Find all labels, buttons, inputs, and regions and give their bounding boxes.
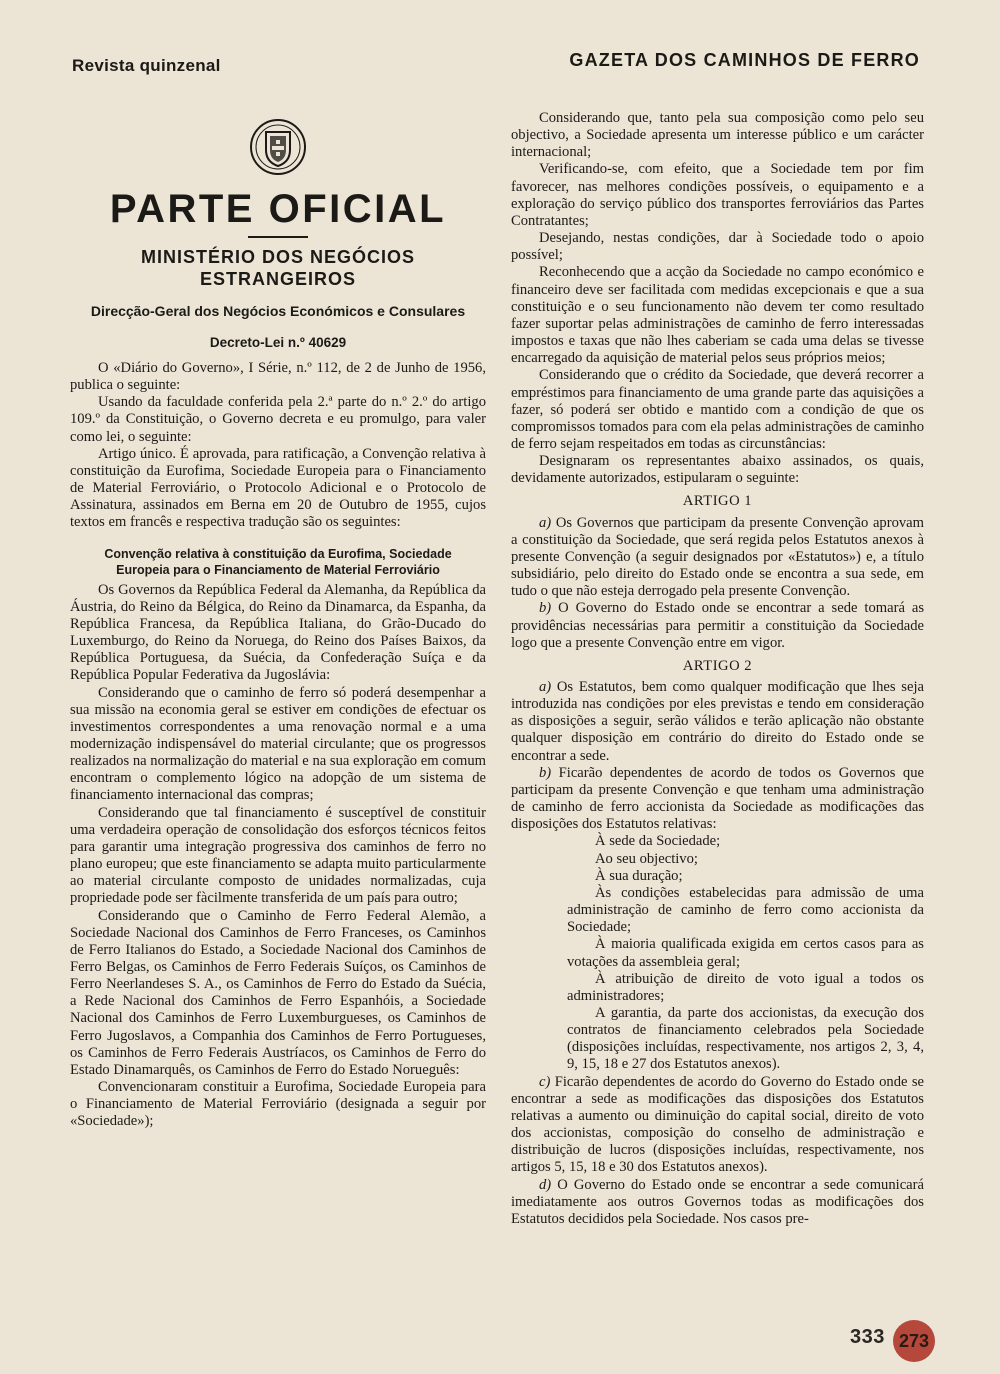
clause-text: Ficarão dependentes de acordo de todos os Governos que participam da presente Convenção e que tenham uma administração de caminho de ferro accionista da Sociedade as modificações das disposições dos Estatutos relativas: — [511, 764, 924, 833]
artigo-clause — [511, 600, 924, 651]
decreto-heading: Decreto-Lei n.º 40629 — [209, 335, 347, 350]
list-item: Ao seu objectivo; — [595, 850, 698, 867]
clause-text: Ficarão dependentes de acordo do Governo do Estado onde se encontrar a sede as modificações das disposições dos Estatutos relativas a aumento ou diminuição do capital social, direito de voto dos accionistas, composição do conselho de administração e distribuição de lucros (disposições incluídas, respectivamente, nos artigos 5, 15, 18 e 30 dos Estatutos anexos). — [511, 1073, 925, 1176]
page-stamp — [893, 1320, 935, 1362]
body-paragraph: Considerando que o caminho de ferro só poderá desempenhar a sua missão na economia geral se estiver em condições de efectuar os investimentos correspondentes a uma renovação normal e a uma modernização indispensável do material circulante; que os progressos realizados na normalização do material e na sua exploração em comum encontram o complemento lógico na adopção de um sistema de financiamento internacional das compras; — [70, 684, 486, 804]
clause-text: Os Governos que participam da presente Convenção aprovam a constituição da Sociedade, que será regida pelos Estatutos anexos à presente Convenção (a seguir designados por «Estatutos») e, a título subsidiário, pelo direito do Estado onde se encontra a sua sede, em tudo o que não esteja derrogado pela presente Convenção. — [511, 514, 924, 600]
page-title: PARTE OFICIAL — [109, 187, 447, 231]
list-item: À sua duração; — [595, 867, 683, 884]
title-rule — [248, 236, 308, 238]
artigo-clause — [511, 765, 924, 834]
coat-of-arms-icon — [248, 116, 308, 178]
clause-letter: b) — [539, 600, 552, 617]
body-paragraph: Considerando que tal financiamento é susceptível de constituir uma verdadeira operação de consolidação dos esforços técnicos feitos para garantir uma integração progressiva dos caminhos de ferro no plano europeu; que este financiamento se adapta muito particularmente ao material circulante composto de unidades normalizadas, cuja propriedade pode ser fàcilmente transferida de um país para outro; — [70, 804, 486, 907]
clause-letter: a) — [539, 679, 552, 695]
artigo-1-heading: ARTIGO 1 — [682, 493, 753, 510]
intro-paragraph: Usando da faculdade conferida pela 2.ª parte do n.º 2.º do artigo 109.º da Constituição, o Governo decreta e eu promulgo, para valer como lei, o seguinte: — [70, 394, 486, 445]
list-item: À sede da Sociedade; — [595, 833, 721, 850]
body-paragraph: Os Governos da República Federal da Alemanha, da República da Áustria, do Reino da Bélgica, do Reino da Dinamarca, da Espanha, da República Francesa, da República Italiana, do Grão-Ducado do Luxemburgo, do Reino da Noruega, do Reino dos Países Baixos, da República Portuguesa, da Suécia, da Confederação Suíça e da República Popular Federativa da Jugoslávia: — [70, 581, 486, 684]
clause-letter: c) — [539, 1073, 551, 1090]
artigo-clause — [511, 515, 924, 601]
ministry-line-1: MINISTÉRIO DOS NEGÓCIOS — [140, 247, 416, 267]
list-item: A garantia, da parte dos accionistas, da execução dos contratos de financiamento celebrados pela Sociedade (disposições incluídas, respectivamente, nos artigos 2, 3, 4, 9, 15, 18 e 27 dos Estatutos anexos). — [567, 1004, 924, 1073]
body-paragraph: Reconhecendo que a acção da Sociedade no campo económico e financeiro deve ser facilitada com medidas excepcionais e que a sua constituição e o seu funcionamento não devem ter como resultado fazer suportar pelas administrações de caminho de ferro interessadas impostos e taxas que não lhes caberiam se cada uma delas se tivesse encarregado da aquisição de material pelos seus próprios meios; — [511, 264, 924, 367]
list-item: À atribuição de direito de voto igual a todos os administradores; — [567, 970, 924, 1004]
header-left-title: Revista quinzenal — [72, 56, 221, 75]
body-paragraph: Considerando que o crédito da Sociedade, que deverá recorrer a empréstimos para financiamento de uma grande parte das aquisições a fazer, só poderá ser obtido e mantido com a condição de que os compromissos tomados para com ela pelas administrações de caminho de ferro sejam respeitados em todas as circunstâncias: — [511, 367, 924, 452]
artigo-clause — [511, 679, 924, 765]
clause-letter: a) — [539, 514, 552, 531]
body-paragraph: Considerando que o Caminho de Ferro Federal Alemão, a Sociedade Nacional dos Caminhos de Ferro Franceses, os Caminhos de Ferro Italianos do Estado, a Sociedade Nacional dos Caminhos de Ferro Belgas, os Caminhos de Ferro Federais Suíços, os Caminhos de Ferro Neerlandeses S. A., os Caminhos de Ferro do Estado da Suécia, a Rede Nacional dos Caminhos de Ferro Espanhóis, a Sociedade Nacional dos Caminhos de Ferro Luxemburgueses, os Caminhos de Ferro Jugoslavos, a Companhia dos Caminhos de Ferro Portugueses, os Caminhos de Ferro Federais Austríacos, os Caminhos de Ferro do Estado Dinamarquês, os Caminhos de Ferro do Estado Norueguês: — [70, 907, 486, 1078]
right-column — [511, 110, 924, 1228]
body-paragraph: Considerando que, tanto pela sua composição como pelo seu objectivo, a Sociedade apresenta um interesse público e um carácter internacional; — [511, 110, 924, 161]
intro-paragraph: O «Diário do Governo», I Série, n.º 112, de 2 de Junho de 1956, publica o seguinte: — [70, 360, 486, 394]
list-item: À maioria qualificada exigida em certos casos para as votações da assembleia geral; — [567, 936, 924, 970]
body-paragraph: Desejando, nestas condições, dar à Sociedade todo o apoio possível; — [511, 230, 924, 264]
page-number: 333 — [850, 1326, 885, 1348]
stamp-number: 273 — [898, 1330, 930, 1351]
ministry-line-2: ESTRANGEIROS — [199, 269, 357, 289]
body-paragraph: Convencionaram constituir a Eurofima, Sociedade Europeia para o Financiamento de Material Ferroviário (designada a seguir por «Sociedade»); — [70, 1079, 486, 1130]
artigo-2-heading: ARTIGO 2 — [682, 657, 753, 674]
body-paragraph: Verificando-se, com efeito, que a Sociedade tem por fim favorecer, nas melhores condições possíveis, o equipamento e a exploração do serviço público dos transportes ferroviários das Partes Contratantes; — [511, 161, 924, 229]
artigo-clause — [511, 1074, 924, 1177]
clause-letter: d) — [539, 1176, 552, 1193]
body-paragraph: Designaram os representantes abaixo assinados, os quais, devidamente autorizados, estipularam o seguinte: — [511, 453, 924, 487]
list-item: Às condições estabelecidas para admissão de uma administração de caminho de ferro como accionista da Sociedade; — [567, 884, 924, 936]
left-column — [70, 112, 486, 1131]
clause-text: O Governo do Estado onde se encontrar a sede tomará as providências necessárias para permitir a constituição da Sociedade logo que a presente Convenção entre em vigor. — [511, 600, 924, 651]
clause-letter: b) — [539, 764, 552, 781]
direccao-heading: Direcção-Geral dos Negócios Económicos e Consulares — [90, 303, 466, 319]
clause-text: O Governo do Estado onde se encontrar a sede comunicará imediatamente aos outros Governos todas as modificações dos Estatutos decididos pela Sociedade. Nos casos pre- — [511, 1176, 924, 1227]
artigo-clause — [511, 1177, 924, 1228]
convencao-title: Convenção relativa à constituição da Eurofima, Sociedade Europeia para o Financiamento de Material Ferroviário — [104, 546, 452, 577]
clause-text: Os Estatutos, bem como qualquer modificação que lhes seja introduzida nas condições por eles previstas e tendo em consideração as disposições a seguir, serão válidos e terão aplicação não obstante qualquer disposição em contrário do direito do Estado onde se encontrar a sede. — [511, 679, 924, 764]
intro-paragraph: Artigo único. É aprovada, para ratificação, a Convenção relativa à constituição da Eurofima, Sociedade Europeia para o Financiamento de Material Ferroviário, o Protocolo Adicional e o Protocolo de Assinatura, assinados em Berna em 20 de Outubro de 1955, cujos textos em francês e respectiva tradução são os seguintes: — [70, 445, 486, 531]
header-journal-title: GAZETA DOS CAMINHOS DE FERRO — [569, 50, 920, 70]
